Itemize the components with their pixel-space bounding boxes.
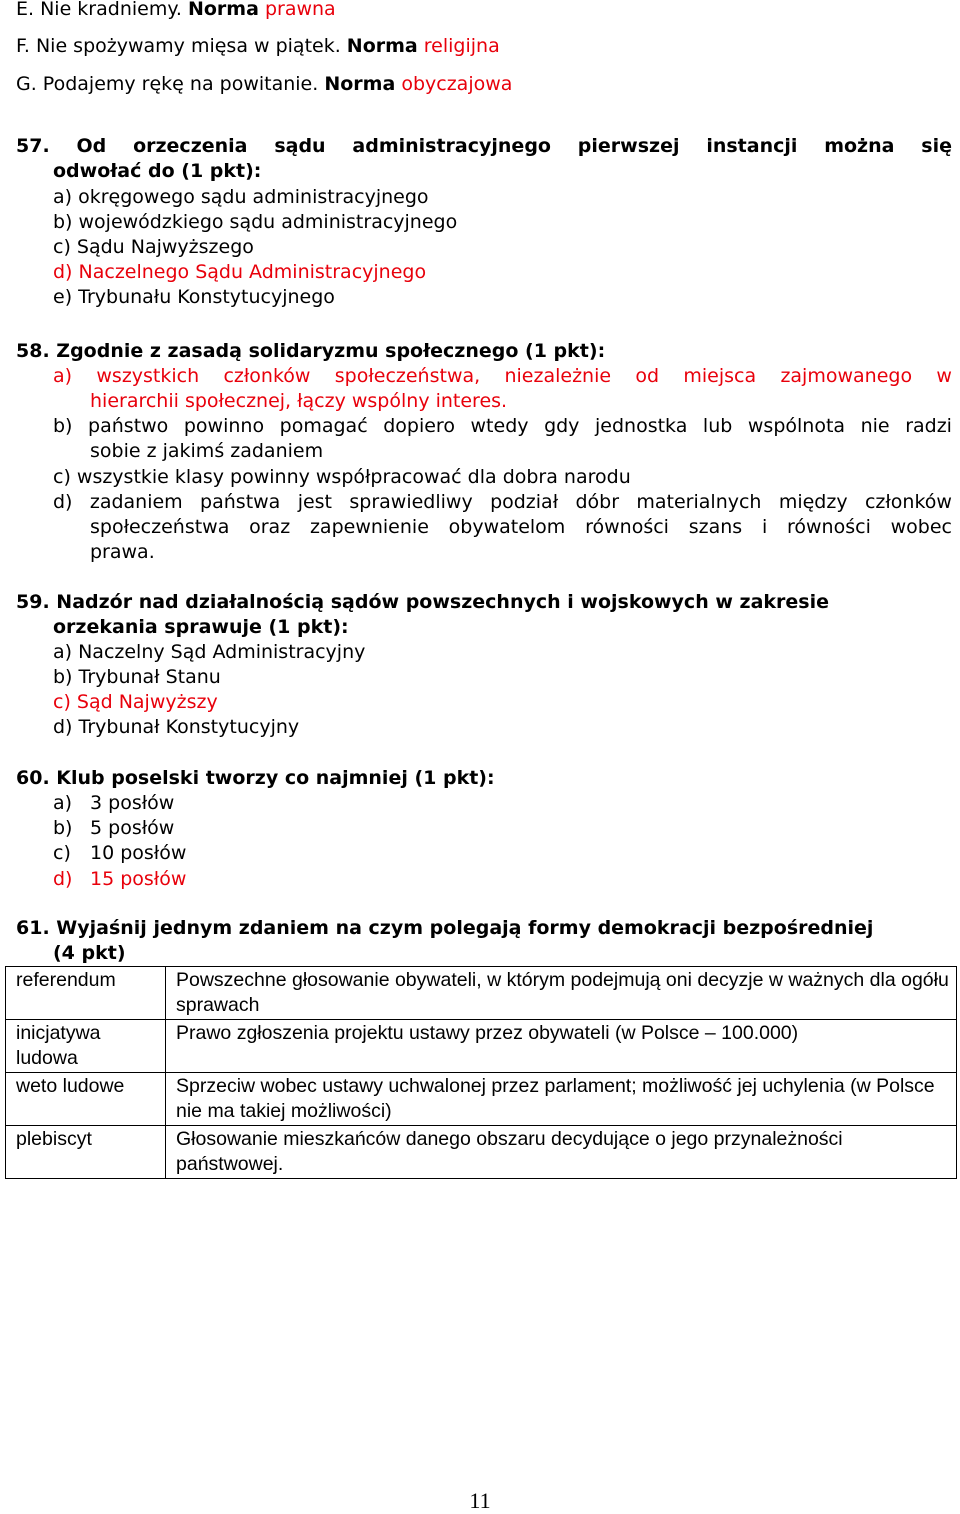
q57-title-line2: odwołać do (1 pkt): [53,160,262,182]
definition-cell: Sprzeciw wobec ustawy uchwalonej przez parlament; możliwość jej uchylenia (w Polsce nie ma takiej możliwości) [166,1073,957,1126]
q60-option-c: c) 10 posłów [53,842,187,864]
q58-option-d-line1: d) zadaniem państwa jest sprawiedliwy podział dóbr materialnych między członków [53,491,952,513]
term-cell: referendum [6,967,166,1020]
q61-title-line1: 61. Wyjaśnij jednym zdaniem na czym polegają formy demokracji bezpośredniej [16,917,874,939]
democracy-forms-table [5,966,957,1179]
definition-cell: Powszechne głosowanie obywateli, w którym podejmują oni decyzje w ważnych dla ogółu sprawach [166,967,957,1020]
q59-option-c-correct: c) Sąd Najwyższy [53,691,218,713]
q58-option-a-line1: a) wszystkich członków społeczeństwa, niezależnie od miejsca zajmowanego w [53,365,952,387]
q58-title: 58. Zgodnie z zasadą solidaryzmu społecznego (1 pkt): [16,340,606,362]
q59-title-line1: 59. Nadzór nad działalnością sądów powszechnych i wojskowych w zakresie [16,591,829,613]
q58-option-a-line2: hierarchii społecznej, łączy wspólny interes. [90,390,508,412]
table-row [6,1020,957,1073]
norm-f: F. Nie spożywamy mięsa w piątek. Norma religijna [16,35,500,57]
q59-option-d: d) Trybunał Konstytucyjny [53,716,300,738]
q57-option-b: b) wojewódzkiego sądu administracyjnego [53,211,458,233]
table-row [6,967,957,1020]
q58-option-c: c) wszystkie klasy powinny współpracować dla dobra narodu [53,466,631,488]
norm-g: G. Podajemy rękę na powitanie. Norma obyczajowa [16,73,513,95]
q59-option-b: b) Trybunał Stanu [53,666,221,688]
q59-title-line2: orzekania sprawuje (1 pkt): [53,616,349,638]
q58-option-d-line3: prawa. [90,541,155,563]
term-cell: plebiscyt [6,1126,166,1179]
table-row [6,1126,957,1179]
q58-option-b-line1: b) państwo powinno pomagać dopiero wtedy gdy jednostka lub wspólnota nie radzi [53,415,952,437]
q57-option-a: a) okręgowego sądu administracyjnego [53,186,429,208]
q58-option-b-line2: sobie z jakimś zadaniem [90,440,324,462]
term-cell: inicjatywa ludowa [6,1020,166,1073]
q59-option-a: a) Naczelny Sąd Administracyjny [53,641,366,663]
q60-option-d-correct: d) 15 posłów [53,868,187,890]
definition-cell: Głosowanie mieszkańców danego obszaru decydujące o jego przynależności państwowej. [166,1126,957,1179]
q57-option-d-correct: d) Naczelnego Sądu Administracyjnego [53,261,427,283]
definition-cell: Prawo zgłoszenia projektu ustawy przez obywateli (w Polsce – 100.000) [166,1020,957,1073]
page-number: 11 [469,1488,491,1513]
q58-option-d-line2: społeczeństwa oraz zapewnienie obywatelom równości szans i równości wobec [90,516,952,538]
norm-e: E. Nie kradniemy. Norma prawna [16,0,336,20]
q57-option-e: e) Trybunału Konstytucyjnego [53,286,335,308]
q57-option-c: c) Sądu Najwyższego [53,236,254,258]
term-cell: weto ludowe [6,1073,166,1126]
table-row [6,1073,957,1126]
q60-option-a: a) 3 posłów [53,792,175,814]
q60-title: 60. Klub poselski tworzy co najmniej (1 pkt): [16,767,495,789]
q57-title-line1: 57. Od orzeczenia sądu administracyjnego pierwszej instancji można się [16,135,952,157]
q60-option-b: b) 5 posłów [53,817,175,839]
q61-title-line2: (4 pkt) [53,942,126,964]
